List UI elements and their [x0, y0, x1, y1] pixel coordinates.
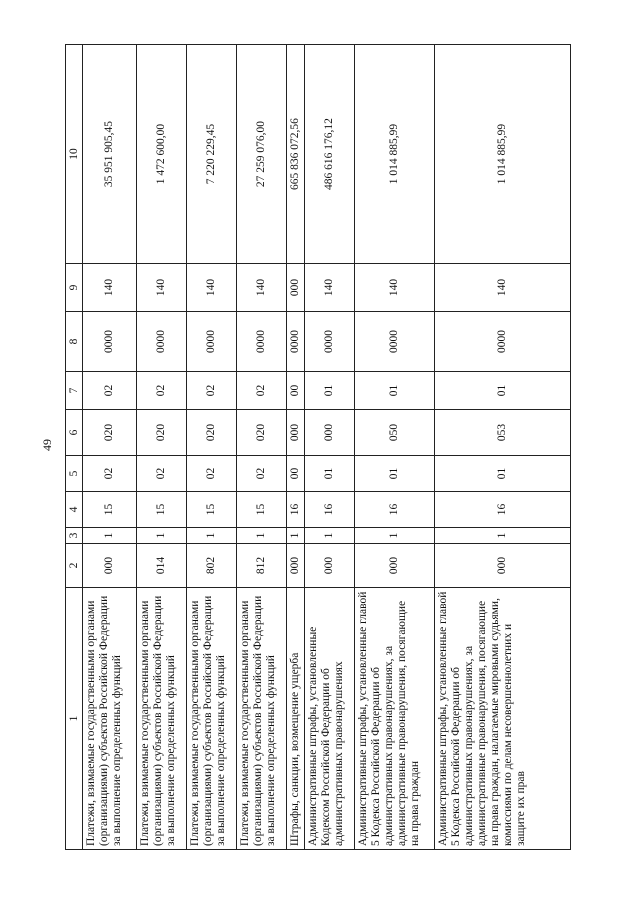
- subarticle-cell: 000: [305, 410, 355, 456]
- header-cell: 6: [66, 410, 83, 456]
- amount-cell: 35 951 905,45: [83, 45, 137, 264]
- program-cell: 0000: [137, 312, 187, 372]
- table-row: [187, 45, 237, 850]
- group-cell: 1: [83, 528, 137, 544]
- subgroup-cell: 15: [83, 492, 137, 528]
- description-cell: Платежи, взимаемые государственными органами (организациями) субъектов Российской Федерации за выполнение определенных функций: [137, 588, 187, 850]
- description-cell: Платежи, взимаемые государственными органами (организациями) субъектов Российской Федерации за выполнение определенных функций: [187, 588, 237, 850]
- article-cell: 02: [237, 456, 287, 492]
- program-cell: 0000: [287, 312, 305, 372]
- amount-cell: 486 616 176,12: [305, 45, 355, 264]
- group-cell: 1: [187, 528, 237, 544]
- header-cell: 5: [66, 456, 83, 492]
- table-row: [287, 45, 305, 850]
- article-cell: 02: [83, 456, 137, 492]
- header-cell: 8: [66, 312, 83, 372]
- group-cell: 1: [137, 528, 187, 544]
- program-cell: 0000: [435, 312, 571, 372]
- subarticle-cell: 050: [355, 410, 435, 456]
- admin-code-cell: 000: [305, 544, 355, 588]
- amount-cell: 7 220 229,45: [187, 45, 237, 264]
- group-cell: 1: [435, 528, 571, 544]
- header-cell: 2: [66, 544, 83, 588]
- article-cell: 02: [187, 456, 237, 492]
- subgroup-cell: 15: [137, 492, 187, 528]
- header-cell: 7: [66, 372, 83, 410]
- header-cell: 4: [66, 492, 83, 528]
- subgroup-cell: 16: [287, 492, 305, 528]
- ecoclass-cell: 140: [435, 264, 571, 312]
- ecoclass-cell: 140: [237, 264, 287, 312]
- group-cell: 1: [305, 528, 355, 544]
- header-cell: 3: [66, 528, 83, 544]
- document-page: [40, 45, 640, 850]
- table-row: [355, 45, 435, 850]
- ecoclass-cell: 140: [83, 264, 137, 312]
- ecoclass-cell: 000: [287, 264, 305, 312]
- admin-code-cell: 000: [435, 544, 571, 588]
- group-cell: 1: [287, 528, 305, 544]
- description-cell: Административные штрафы, установленные главой 5 Кодекса Российской Федерации об административных правонарушениях, за административные правонарушения, посягающие на права граждан, налагаемые мировыми судьями, комиссиями по делам несовершеннолетних и защите их прав: [435, 588, 571, 850]
- amount-cell: 665 836 072,56: [287, 45, 305, 264]
- article-cell: 01: [305, 456, 355, 492]
- subgroup-cell: 16: [305, 492, 355, 528]
- subarticle-cell: 020: [237, 410, 287, 456]
- element-cell: 00: [287, 372, 305, 410]
- admin-code-cell: 000: [355, 544, 435, 588]
- subarticle-cell: 020: [187, 410, 237, 456]
- element-cell: 02: [83, 372, 137, 410]
- page-number: 49: [40, 439, 54, 451]
- description-cell: Платежи, взимаемые государственными органами (организациями) субъектов Российской Федерации за выполнение определенных функций: [237, 588, 287, 850]
- admin-code-cell: 014: [137, 544, 187, 588]
- description-cell: Административные штрафы, установленные главой 5 Кодекса Российской Федерации об административных правонарушениях, за административные правонарушения, посягающие на права граждан: [355, 588, 435, 850]
- article-cell: 01: [355, 456, 435, 492]
- table-row: [83, 45, 137, 850]
- amount-cell: 1 014 885,99: [435, 45, 571, 264]
- amount-cell: 1 014 885,99: [355, 45, 435, 264]
- article-cell: 00: [287, 456, 305, 492]
- subgroup-cell: 15: [237, 492, 287, 528]
- subarticle-cell: 053: [435, 410, 571, 456]
- element-cell: 01: [355, 372, 435, 410]
- group-cell: 1: [237, 528, 287, 544]
- article-cell: 01: [435, 456, 571, 492]
- program-cell: 0000: [355, 312, 435, 372]
- ecoclass-cell: 140: [305, 264, 355, 312]
- element-cell: 01: [435, 372, 571, 410]
- admin-code-cell: 000: [83, 544, 137, 588]
- article-cell: 02: [137, 456, 187, 492]
- admin-code-cell: 802: [187, 544, 237, 588]
- program-cell: 0000: [83, 312, 137, 372]
- budget-table: [65, 44, 571, 850]
- element-cell: 02: [137, 372, 187, 410]
- element-cell: 02: [237, 372, 287, 410]
- element-cell: 01: [305, 372, 355, 410]
- description-cell: Административные штрафы, установленные Кодексом Российской Федерации об административных правонарушениях: [305, 588, 355, 850]
- subgroup-cell: 16: [435, 492, 571, 528]
- header-cell: 1: [66, 588, 83, 850]
- description-cell: Штрафы, санкции, возмещение ущерба: [287, 588, 305, 850]
- program-cell: 0000: [237, 312, 287, 372]
- element-cell: 02: [187, 372, 237, 410]
- amount-cell: 1 472 600,00: [137, 45, 187, 264]
- subarticle-cell: 020: [137, 410, 187, 456]
- table-row: [137, 45, 187, 850]
- table-row: [237, 45, 287, 850]
- admin-code-cell: 000: [287, 544, 305, 588]
- ecoclass-cell: 140: [137, 264, 187, 312]
- amount-cell: 27 259 076,00: [237, 45, 287, 264]
- ecoclass-cell: 140: [187, 264, 237, 312]
- header-cell: 10: [66, 45, 83, 264]
- program-cell: 0000: [187, 312, 237, 372]
- subgroup-cell: 16: [355, 492, 435, 528]
- admin-code-cell: 812: [237, 544, 287, 588]
- group-cell: 1: [355, 528, 435, 544]
- header-cell: 9: [66, 264, 83, 312]
- subgroup-cell: 15: [187, 492, 237, 528]
- table-body: [66, 45, 571, 850]
- description-cell: Платежи, взимаемые государственными органами (организациями) субъектов Российской Федерации за выполнение определенных функций: [83, 588, 137, 850]
- table-row: [305, 45, 355, 850]
- ecoclass-cell: 140: [355, 264, 435, 312]
- subarticle-cell: 000: [287, 410, 305, 456]
- table-header-row: [66, 45, 83, 850]
- program-cell: 0000: [305, 312, 355, 372]
- table-row: [435, 45, 571, 850]
- subarticle-cell: 020: [83, 410, 137, 456]
